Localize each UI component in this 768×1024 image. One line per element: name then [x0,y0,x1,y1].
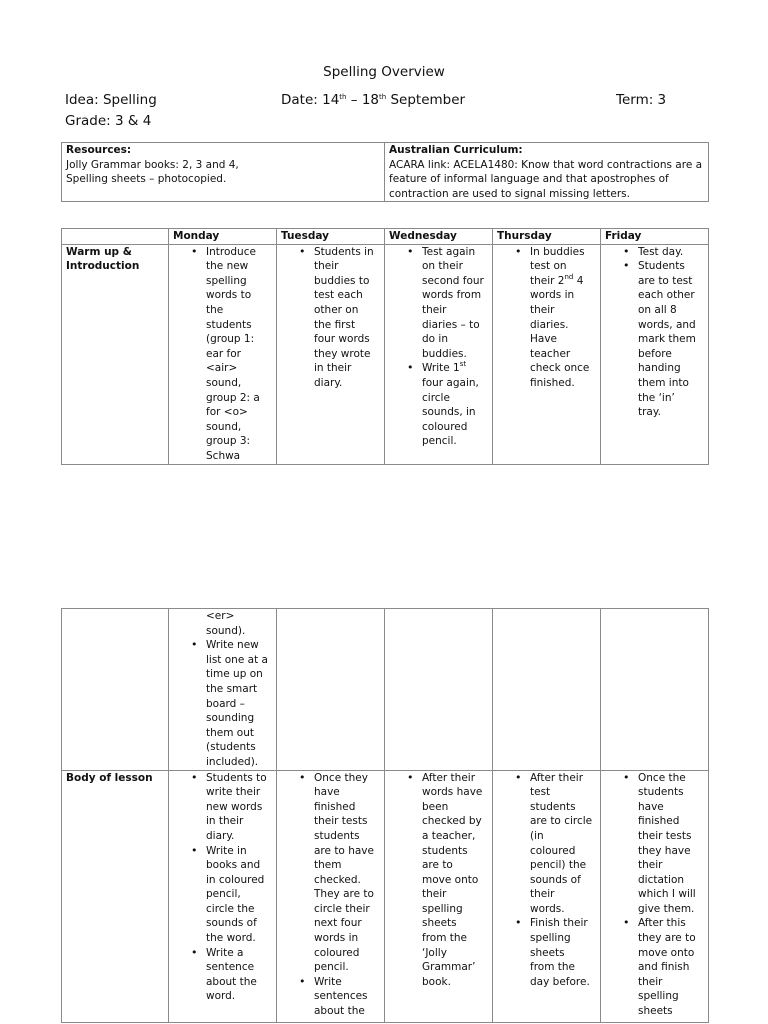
list-item: • Students to write their new words in their diary. [173,771,272,844]
list-item: • Once the students have finished their tests they have their dictation which I will give them. [605,771,704,917]
list-item-continuation: <er> sound). [206,610,246,637]
row-label-body: Body of lesson [62,770,169,1022]
ordinal-superscript: st [459,360,467,369]
list-item-text: four again, circle sounds, in coloured pencil. [422,376,479,448]
warmup-friday-continued [601,609,709,771]
day-header: Tuesday [277,229,385,245]
curriculum-cell [385,143,709,202]
weekly-plan-table-continued [61,608,709,1023]
list-item-text: 4 words in their diaries. Have teacher check once finished. [530,274,590,389]
day-header: Wednesday [385,229,493,245]
body-thursday [493,770,601,1022]
warmup-tuesday [277,244,385,464]
list-item-text: In buddies test on their 2 [530,245,585,287]
date-superscript: th [339,93,347,101]
warmup-monday-continued [169,609,277,771]
date-superscript: th [379,93,387,101]
list-item: • Finish their spelling sheets from the day before. [497,916,596,989]
warmup-thursday [493,244,601,464]
date-suffix: September [386,92,466,108]
curriculum-text: ACARA link: ACELA1480: Know that word contractions are a feature of informal language and that apostrophes of contraction are used to signal missing letters. [389,158,703,200]
list-item: • Students are to test each other on all 8 words, and mark them before handing them into the ‘in’ tray. [605,259,704,420]
list-item [389,361,488,449]
page-title: Spelling Overview [323,64,445,80]
ordinal-superscript: nd [564,272,574,281]
continued-label-cell [62,609,169,771]
warmup-monday [169,244,277,464]
list-item: • Test again on their second four words from their diaries – to do in buddies. [389,245,488,362]
row-label-warmup: Warm up & Introduction [62,244,169,464]
warmup-tuesday-continued [277,609,385,771]
resources-table [61,142,709,202]
body-monday [169,770,277,1022]
day-header: Friday [601,229,709,245]
curriculum-heading: Australian Curriculum: [389,144,523,156]
body-friday [601,770,709,1022]
date-prefix: Date: 14 [281,92,340,108]
term-label: Term: 3 [616,92,667,108]
idea-label: Idea: Spelling [65,92,157,108]
warmup-friday [601,244,709,464]
list-item: • Write a sentence about the word. [173,946,272,1004]
resources-list: Jolly Grammar books: 2, 3 and 4, Spelling sheets – photocopied. [66,158,239,186]
list-item: • Test day. [605,245,704,260]
list-item: • Students in their buddies to test each other on the first four words they wrote in their diary. [281,245,380,391]
list-item: • Write in books and in coloured pencil, circle the sounds of the word. [173,844,272,946]
warmup-thursday-continued [493,609,601,771]
list-item [497,245,596,391]
warmup-wednesday-continued [385,609,493,771]
weekly-plan-table [61,228,709,465]
list-item: • After their test students are to circle (in coloured pencil) the sounds of their words. [497,771,596,917]
corner-cell [62,229,169,245]
list-item: • After this they are to move onto and finish their spelling sheets [605,916,704,1018]
warmup-wednesday [385,244,493,464]
resources-cell [62,143,385,202]
list-item: • After their words have been checked by a teacher, students are to move onto their spelling sheets from the ‘Jolly Grammar’ book. [389,771,488,990]
grade-label: Grade: 3 & 4 [65,113,152,129]
date-middle: – 18 [346,92,379,108]
list-item: • Once they have finished their tests students are to have them checked. They are to circle their next four words in coloured pencil. [281,771,380,975]
resources-heading: Resources: [66,144,132,156]
list-item: • Introduce the new spelling words to the students (group 1: ear for <air> sound, group 2: a for <o> sound, group 3: Schwa [173,245,272,464]
list-item: • Write new list one at a time up on the smart board – sounding them out (students included). [173,638,272,769]
day-header: Monday [169,229,277,245]
list-item-text: Write 1 [422,362,460,375]
body-wednesday [385,770,493,1022]
list-item: • Write sentences about the [281,975,380,1019]
day-header: Thursday [493,229,601,245]
body-tuesday [277,770,385,1022]
date-label [281,92,465,108]
